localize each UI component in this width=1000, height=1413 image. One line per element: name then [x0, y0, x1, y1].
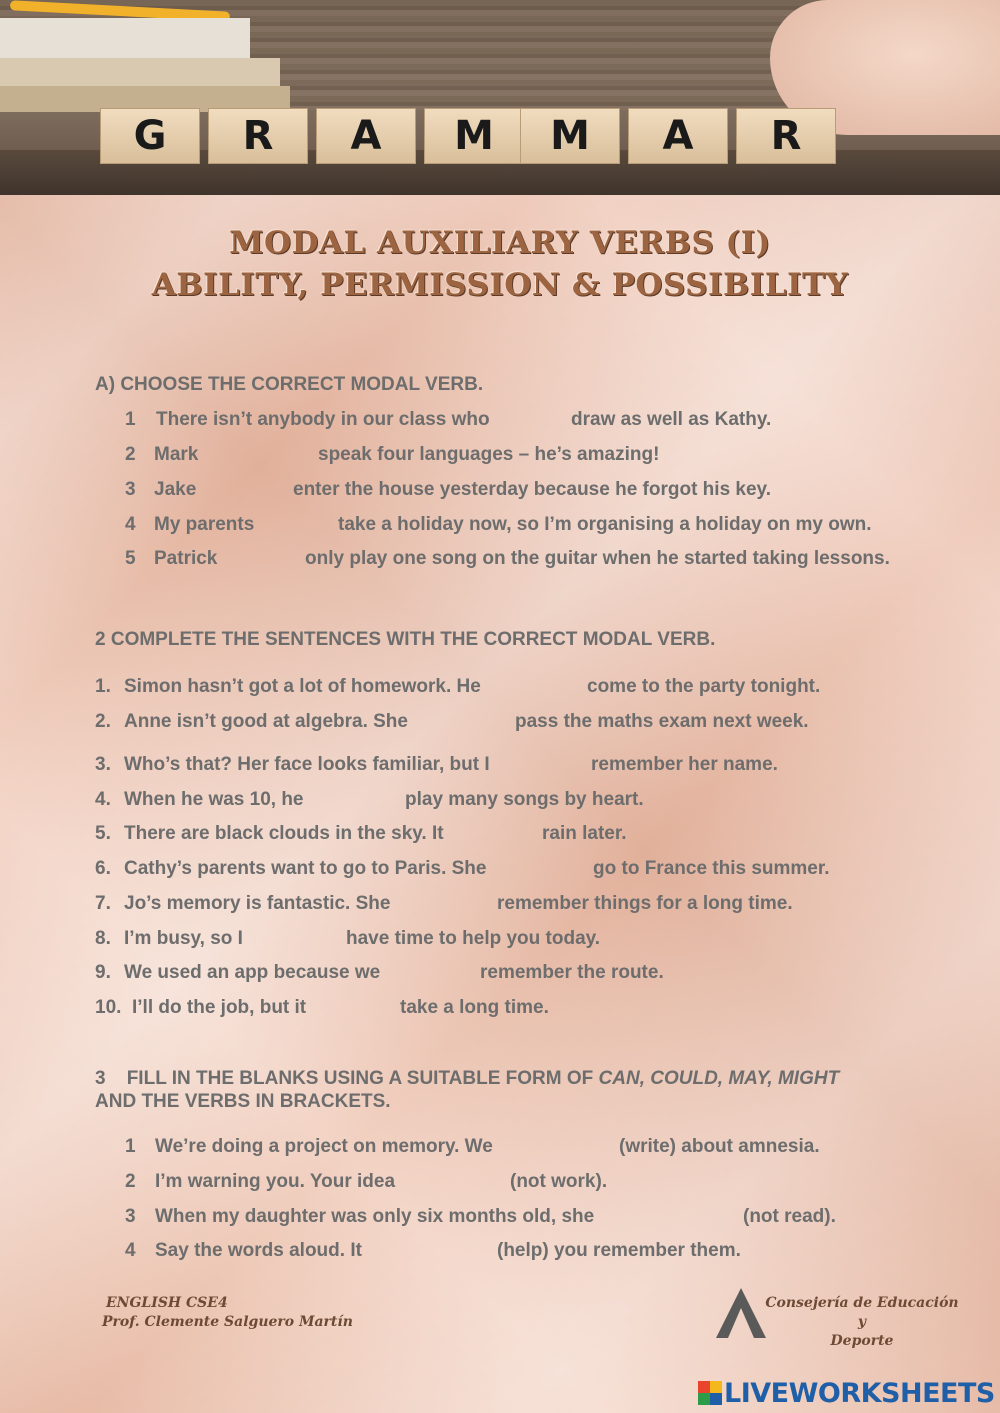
item-number: 2	[125, 1171, 136, 1192]
item-number: 2.	[95, 711, 111, 732]
letter-tile: G	[100, 108, 200, 164]
item-text-after: enter the house yesterday because he forgot his key.	[293, 479, 771, 500]
item-text-before: We’re doing a project on memory. We	[155, 1136, 493, 1157]
footer-institution-line2: Deporte	[830, 1333, 894, 1349]
letter-tile: A	[628, 108, 728, 164]
item-text-after: pass the maths exam next week.	[515, 711, 809, 732]
item-number: 7.	[95, 893, 111, 914]
item-number: 1	[125, 1136, 136, 1157]
item-number: 2	[125, 444, 136, 465]
item-text-before: Patrick	[154, 548, 218, 569]
item-text-after: play many songs by heart.	[405, 789, 644, 810]
item-text-after: remember things for a long time.	[497, 893, 793, 914]
item-text-before: Say the words aloud. It	[155, 1240, 362, 1261]
footer-institution-line1: Consejería de Educación y	[765, 1295, 959, 1330]
item-text-before: Simon hasn’t got a lot of homework. He	[124, 676, 481, 697]
item-number: 3.	[95, 754, 111, 775]
item-number: 10.	[95, 997, 122, 1018]
item-text-before: Anne isn’t good at algebra. She	[124, 711, 408, 732]
item-text-after: remember her name.	[591, 754, 778, 775]
notebook-decoration	[0, 18, 250, 61]
item-text-before: When my daughter was only six months old, she	[155, 1206, 595, 1227]
title-line-2: ABILITY, PERMISSION & POSSIBILITY	[151, 267, 849, 303]
item-text-after: have time to help you today.	[346, 928, 601, 949]
item-text-after: (not read).	[743, 1206, 836, 1227]
item-text-after: rain later.	[542, 823, 627, 844]
title-line-1: MODAL AUXILIARY VERBS (I)	[229, 225, 771, 261]
item-text-after: draw as well as Kathy.	[571, 409, 772, 430]
section-a-heading: A) CHOOSE THE CORRECT MODAL VERB.	[95, 374, 484, 395]
footer-author	[102, 1294, 353, 1332]
item-text-before: Who’s that? Her face looks familiar, but I	[124, 754, 490, 775]
section-2-heading: 2 COMPLETE THE SENTENCES WITH THE CORRECT MODAL VERB.	[95, 629, 716, 650]
item-number: 4.	[95, 789, 111, 810]
item-number: 3	[125, 1206, 136, 1227]
item-number: 1	[125, 409, 136, 430]
item-text-before: I’m warning you. Your idea	[155, 1171, 396, 1192]
item-text-after: (help) you remember them.	[497, 1240, 741, 1261]
item-text-after: only play one song on the guitar when he started taking lessons.	[305, 548, 890, 569]
item-number: 8.	[95, 928, 111, 949]
item-text-after: go to France this summer.	[593, 858, 830, 879]
item-text-before: We used an app because we	[124, 962, 381, 983]
junta-andalucia-logo-icon	[714, 1286, 768, 1340]
item-text-before: Cathy’s parents want to go to Paris. She	[124, 858, 487, 879]
section-3-modals: CAN, COULD, MAY, MIGHT	[598, 1068, 840, 1089]
item-text-after: (not work).	[510, 1171, 608, 1192]
section-3-heading	[95, 1067, 915, 1113]
item-number: 5.	[95, 823, 111, 844]
item-number: 6.	[95, 858, 111, 879]
letter-tile: M	[520, 108, 620, 164]
item-text-before: Jo’s memory is fantastic. She	[124, 893, 391, 914]
grammar-header-image	[0, 0, 1000, 195]
section-3-number: 3	[95, 1068, 106, 1089]
footer-institution	[764, 1294, 960, 1351]
letter-tile: R	[208, 108, 308, 164]
section-3-heading-line2: AND THE VERBS IN BRACKETS.	[95, 1091, 391, 1112]
item-number: 4	[125, 1240, 136, 1261]
footer-teacher: Prof. Clemente Salguero Martín	[102, 1314, 353, 1330]
page-title	[0, 222, 1000, 306]
item-text-after: speak four languages – he’s amazing!	[318, 444, 660, 465]
item-text-before: Mark	[154, 444, 199, 465]
item-text-before: I’ll do the job, but it	[132, 997, 307, 1018]
item-text-after: come to the party tonight.	[587, 676, 821, 697]
liveworksheets-logo-icon	[698, 1381, 722, 1405]
section-3-heading-text: FILL IN THE BLANKS USING A SUITABLE FORM OF	[126, 1068, 594, 1089]
item-number: 5	[125, 548, 136, 569]
letter-tile: M	[424, 108, 524, 164]
item-text-after: take a long time.	[400, 997, 549, 1018]
item-text-after: remember the route.	[480, 962, 664, 983]
item-number: 4	[125, 514, 136, 535]
item-number: 9.	[95, 962, 111, 983]
book-decoration	[0, 58, 280, 86]
letter-tile: A	[316, 108, 416, 164]
item-text-after: (write) about amnesia.	[619, 1136, 820, 1157]
item-number: 3	[125, 479, 136, 500]
item-text-before: My parents	[154, 514, 255, 535]
item-text-before: There isn’t anybody in our class who	[156, 409, 490, 430]
letter-tile: R	[736, 108, 836, 164]
item-text-before: When he was 10, he	[124, 789, 304, 810]
item-number: 1.	[95, 676, 111, 697]
footer-course: ENGLISH CSE4	[106, 1295, 228, 1311]
item-text-after: take a holiday now, so I’m organising a holiday on my own.	[338, 514, 872, 535]
item-text-before: There are black clouds in the sky. It	[124, 823, 444, 844]
item-text-before: Jake	[154, 479, 197, 500]
liveworksheets-text: LIVEWORKSHEETS	[724, 1377, 995, 1409]
item-text-before: I’m busy, so I	[124, 928, 243, 949]
liveworksheets-brand[interactable]	[698, 1377, 995, 1409]
